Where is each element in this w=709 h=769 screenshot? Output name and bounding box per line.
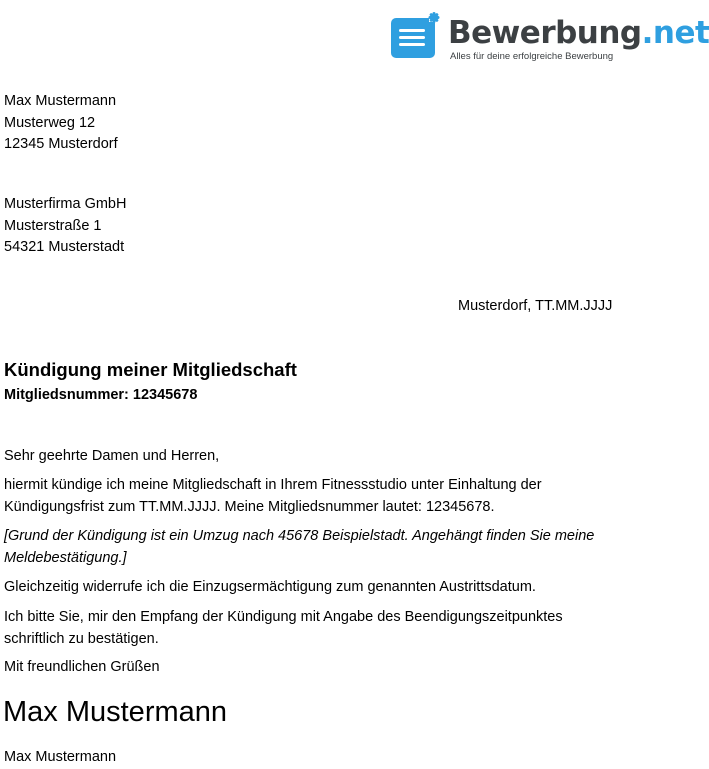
logo-tagline: Alles für deine erfolgreiche Bewerbung <box>450 51 614 62</box>
recipient-city: 54321 Musterstadt <box>4 239 125 255</box>
sender-name: Max Mustermann <box>4 93 117 109</box>
sender-city: 12345 Musterdorf <box>4 136 118 152</box>
paragraph-line: hiermit kündige ich meine Mitgliedschaft in Ihrem Fitnessstudio unter Einhaltung der <box>4 477 542 493</box>
recipient-address <box>4 194 126 259</box>
subject-member-number: Mitgliedsnummer: 12345678 <box>4 387 198 403</box>
paragraph-line: [Grund der Kündigung ist ein Umzug nach 45678 Beispielstadt. Angehängt finden Sie meine <box>4 528 595 544</box>
salutation: Sehr geehrte Damen und Herren, <box>4 448 220 464</box>
paragraph-line: schriftlich zu bestätigen. <box>4 630 159 647</box>
recipient-company: Musterfirma GmbH <box>4 196 127 212</box>
paragraph-termination <box>4 475 542 518</box>
document-star-icon <box>391 12 439 58</box>
logo-brand-tld: .net <box>641 15 709 51</box>
printed-name: Max Mustermann <box>4 749 117 765</box>
paragraph-confirmation <box>4 607 563 650</box>
sender-address <box>4 91 118 156</box>
recipient-street: Musterstraße 1 <box>4 217 102 234</box>
paragraph-line: Meldebestätigung.] <box>4 549 127 566</box>
letter-date: Musterdorf, TT.MM.JJJJ <box>458 298 613 314</box>
paragraph-line: Kündigungsfrist zum TT.MM.JJJJ. Meine Mitgliedsnummer lautet: 12345678. <box>4 498 495 515</box>
logo-brand-text <box>448 15 709 51</box>
paragraph-reason <box>4 526 594 569</box>
signature: Max Mustermann <box>3 696 228 728</box>
bewerbung-net-logo[interactable] <box>389 3 709 63</box>
paragraph-revocation: Gleichzeitig widerrufe ich die Einzugsermächtigung zum genannten Austrittsdatum. <box>4 579 536 595</box>
closing-greeting: Mit freundlichen Grüßen <box>4 659 160 675</box>
sender-street: Musterweg 12 <box>4 114 96 131</box>
logo-brand-main: Bewerbung <box>448 15 642 51</box>
subject-title: Kündigung meiner Mitgliedschaft <box>4 359 297 380</box>
paragraph-line: Ich bitte Sie, mir den Empfang der Kündigung mit Angabe des Beendigungszeitpunktes <box>4 609 563 625</box>
